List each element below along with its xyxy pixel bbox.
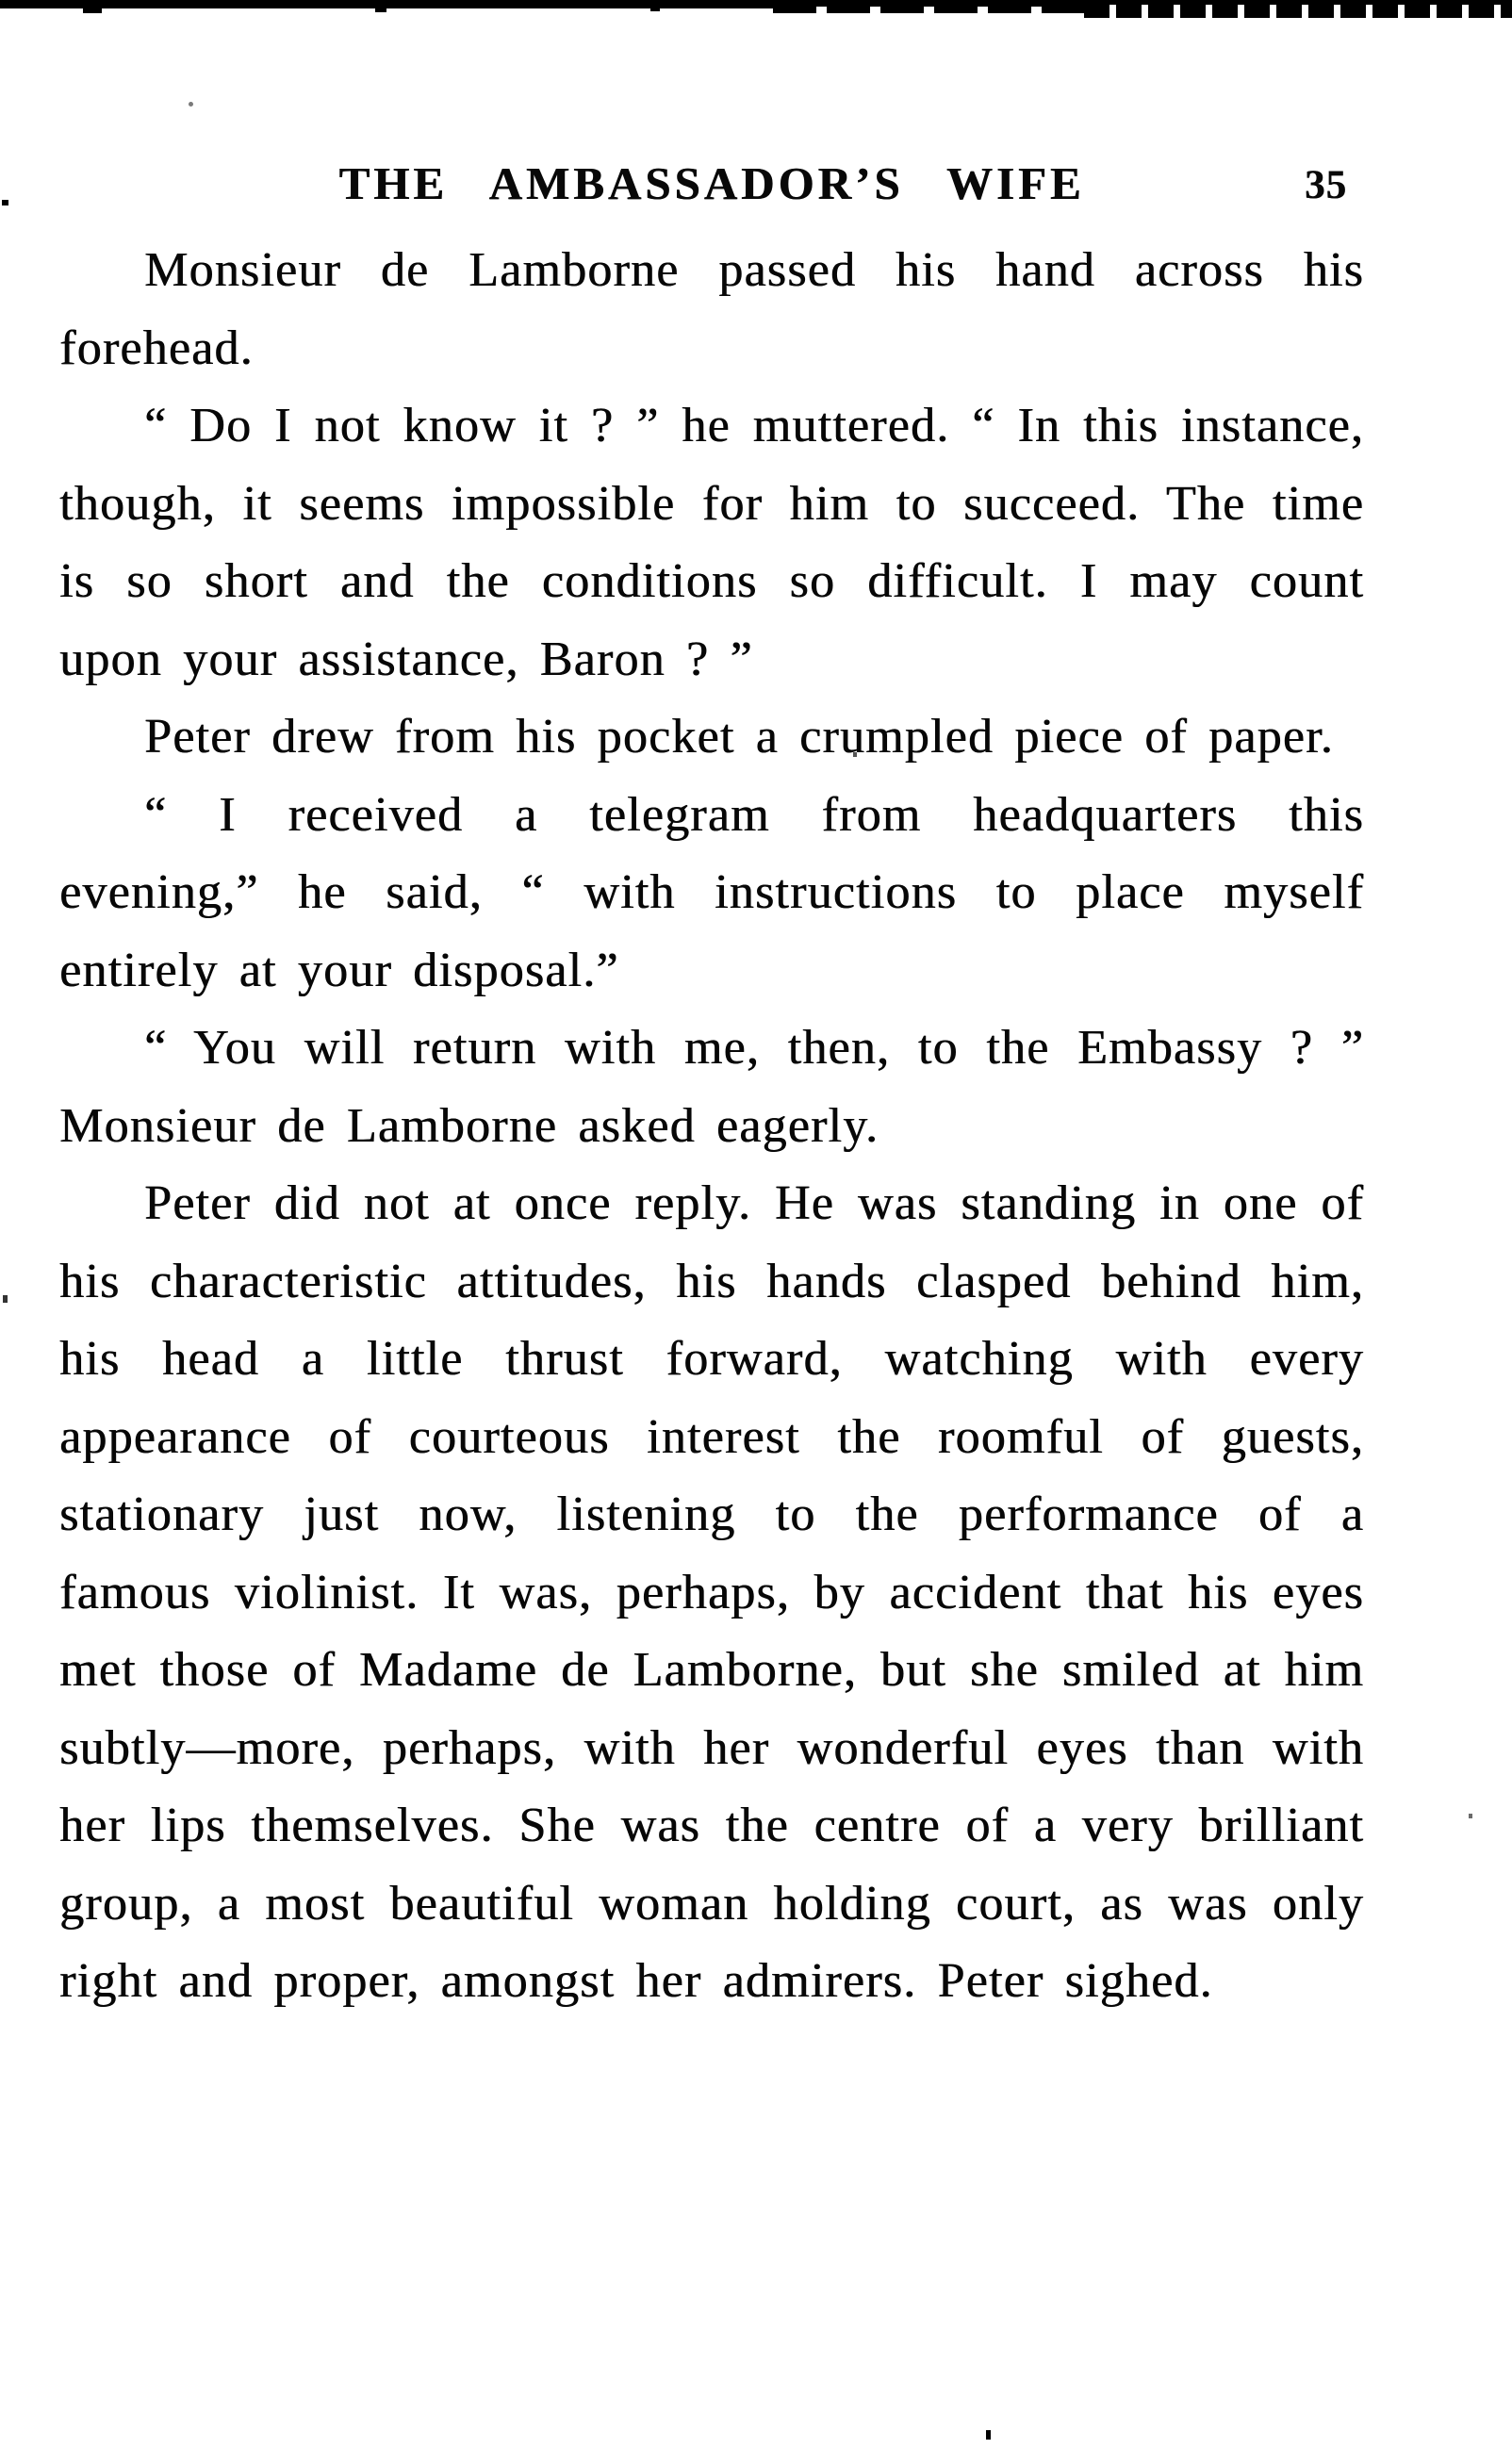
paragraph: “ I received a telegram from headquarters this evening,” he said, “ with instructions to place myself entirely at your disposal.”: [59, 787, 1364, 997]
paragraph: “ You will return with me, then, to the Embassy ? ” Monsieur de Lamborne asked eagerly.: [59, 1021, 1364, 1153]
page-text: [59, 232, 1364, 2021]
page-header: [59, 156, 1364, 210]
scan-artifact-bump: [650, 8, 660, 11]
paragraph: Monsieur de Lamborne passed his hand across his forehead.: [59, 243, 1364, 375]
paragraph: Peter drew from his pocket a crumpled piece of paper.: [144, 710, 1334, 764]
scan-artifact-speck: [986, 2430, 991, 2440]
running-title: THE AMBASSADOR’S WIFE: [338, 157, 1085, 209]
scan-artifact-bump: [83, 8, 102, 13]
paragraph: “ Do I not know it ? ” he muttered. “ In this instance, though, it seems impossible for him to succeed. The time is so short and the conditions so difficult. I may count upon your assistance, Baron ? ”: [59, 399, 1364, 686]
scan-artifact-top-right-dashes: [1084, 5, 1512, 18]
scan-artifact-speck: [2, 200, 8, 205]
page-number: 35: [1305, 163, 1347, 207]
paragraph: Peter did not at once reply. He was standing in one of his characteristic attitudes, his hands clasped behind him, his head a little thrust forward, watching with every appearance of courteous interest the roomful of guests, stationary just now, listening to the performance of a famous violinist. It was, perhaps, by accident that his eyes met those of Madame de Lamborne, but she smiled at him subtly—more, perhaps, with her wonderful eyes than with her lips themselves. She was the centre of a very brilliant group, a most beautiful woman holding court, as was only right and proper, amongst her admirers. Peter sighed.: [59, 1176, 1364, 2008]
scan-artifact-speck: [3, 1295, 8, 1303]
scan-artifact-speck: [189, 102, 193, 107]
scan-artifact-bump: [375, 8, 386, 12]
scan-artifact-speck: [1469, 1814, 1472, 1818]
